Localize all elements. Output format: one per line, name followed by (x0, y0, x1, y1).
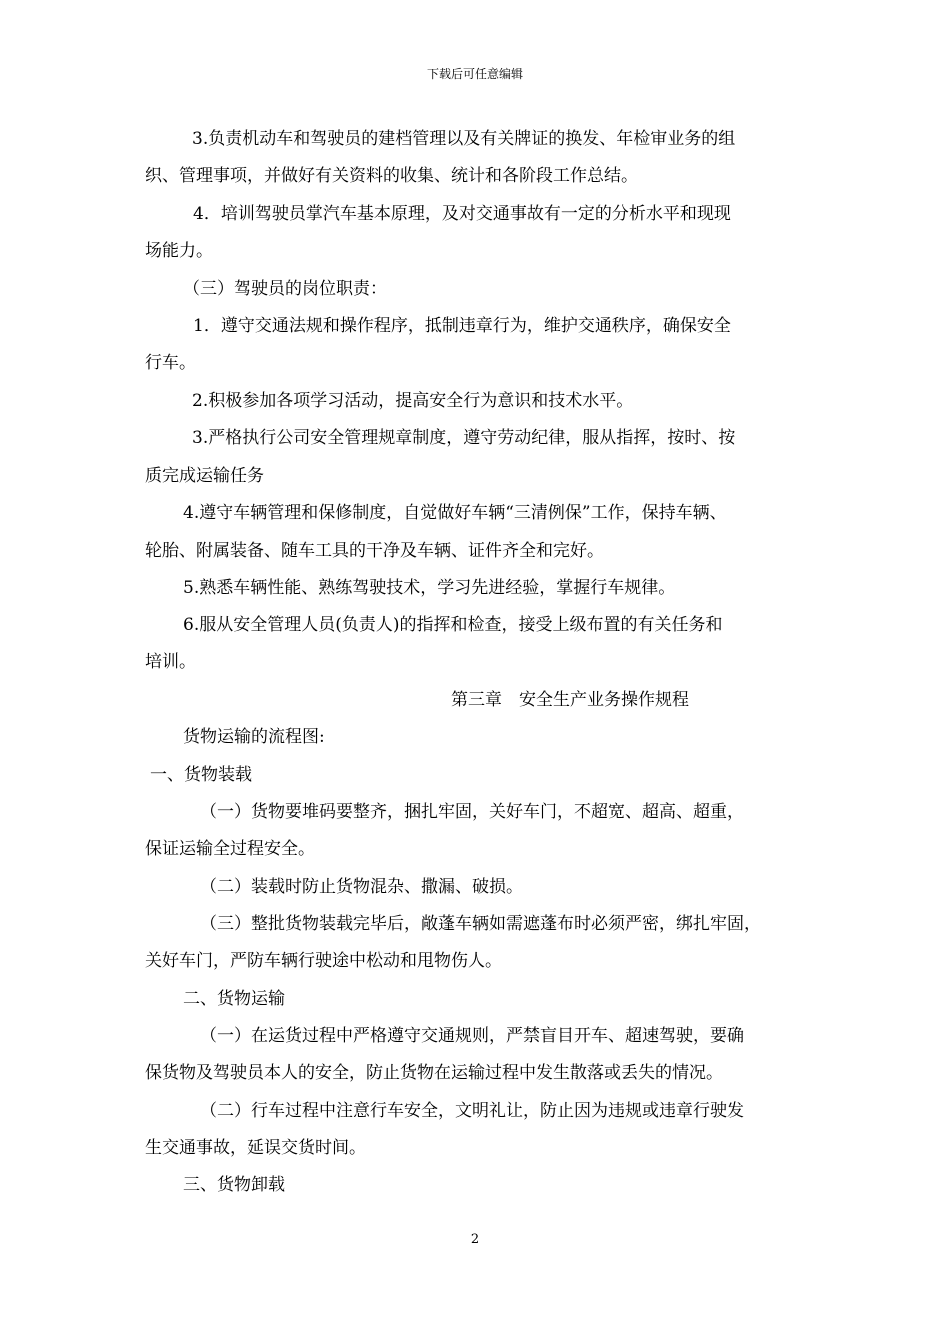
paragraph-line: 6.服从安全管理人员(负责人)的指挥和检查，接受上级布置的有关任务和 (183, 615, 723, 635)
paragraph-line: 5.熟悉车辆性能、熟练驾驶技术，学习先进经验，掌握行车规律。 (183, 578, 676, 598)
paragraph-line: 4．培训驾驶员掌汽车基本原理，及对交通事故有一定的分析水平和现现 (193, 204, 731, 224)
chapter-title: 第三章 安全生产业务操作规程 (451, 690, 689, 710)
paragraph-line: 织、管理事项，并做好有关资料的收集、统计和各阶段工作总结。 (145, 166, 638, 186)
page-header: 下载后可任意编辑 (426, 67, 523, 81)
paragraph-line: （三）整批货物装载完毕后，敞蓬车辆如需遮蓬布时必须严密，绑扎牢固， (200, 914, 761, 934)
page-number: 2 (470, 1232, 480, 1247)
paragraph-line: 场能力。 (145, 241, 213, 261)
paragraph-line: 轮胎、附属装备、随车工具的干净及车辆、证件齐全和完好。 (145, 541, 604, 561)
paragraph-line: （三）驾驶员的岗位职责： (183, 279, 387, 299)
section-heading: 一、货物装载 (150, 765, 252, 785)
paragraph-line: 4.遵守车辆管理和保修制度，自觉做好车辆“三清例保”工作，保持车辆、 (183, 503, 727, 523)
paragraph-line: 培训。 (145, 652, 196, 672)
paragraph-line: （一）在运货过程中严格遵守交通规则，严禁盲目开车、超速驾驶，要确 (200, 1026, 744, 1046)
paragraph-line: 保货物及驾驶员本人的安全，防止货物在运输过程中发生散落或丢失的情况。 (145, 1063, 723, 1083)
paragraph-line: 3.严格执行公司安全管理规章制度，遵守劳动纪律，服从指挥，按时、按 (192, 428, 736, 448)
paragraph-line: 3.负责机动车和驾驶员的建档管理以及有关牌证的换发、年检审业务的组 (192, 129, 736, 149)
paragraph-line: （一）货物要堆码要整齐，捆扎牢固，关好车门，不超宽、超高、超重， (200, 802, 744, 822)
paragraph-line: 2.积极参加各项学习活动，提高安全行为意识和技术水平。 (192, 391, 634, 411)
paragraph-line: 1．遵守交通法规和操作程序，抵制违章行为，维护交通秩序，确保安全 (193, 316, 731, 336)
paragraph-line: 质完成运输任务 (145, 466, 264, 486)
section-heading: 三、货物卸载 (183, 1175, 285, 1195)
paragraph-line: 行车。 (145, 353, 196, 373)
paragraph-line: （二）装载时防止货物混杂、撒漏、破损。 (200, 877, 523, 897)
paragraph-line: 关好车门，严防车辆行驶途中松动和甩物伤人。 (145, 951, 502, 971)
paragraph-line: 货物运输的流程图: (183, 727, 325, 747)
paragraph-line: 生交通事故，延误交货时间。 (145, 1138, 366, 1158)
paragraph-line: （二）行车过程中注意行车安全，文明礼让，防止因为违规或违章行驶发 (200, 1101, 744, 1121)
section-heading: 二、货物运输 (183, 989, 285, 1009)
paragraph-line: 保证运输全过程安全。 (145, 839, 315, 859)
